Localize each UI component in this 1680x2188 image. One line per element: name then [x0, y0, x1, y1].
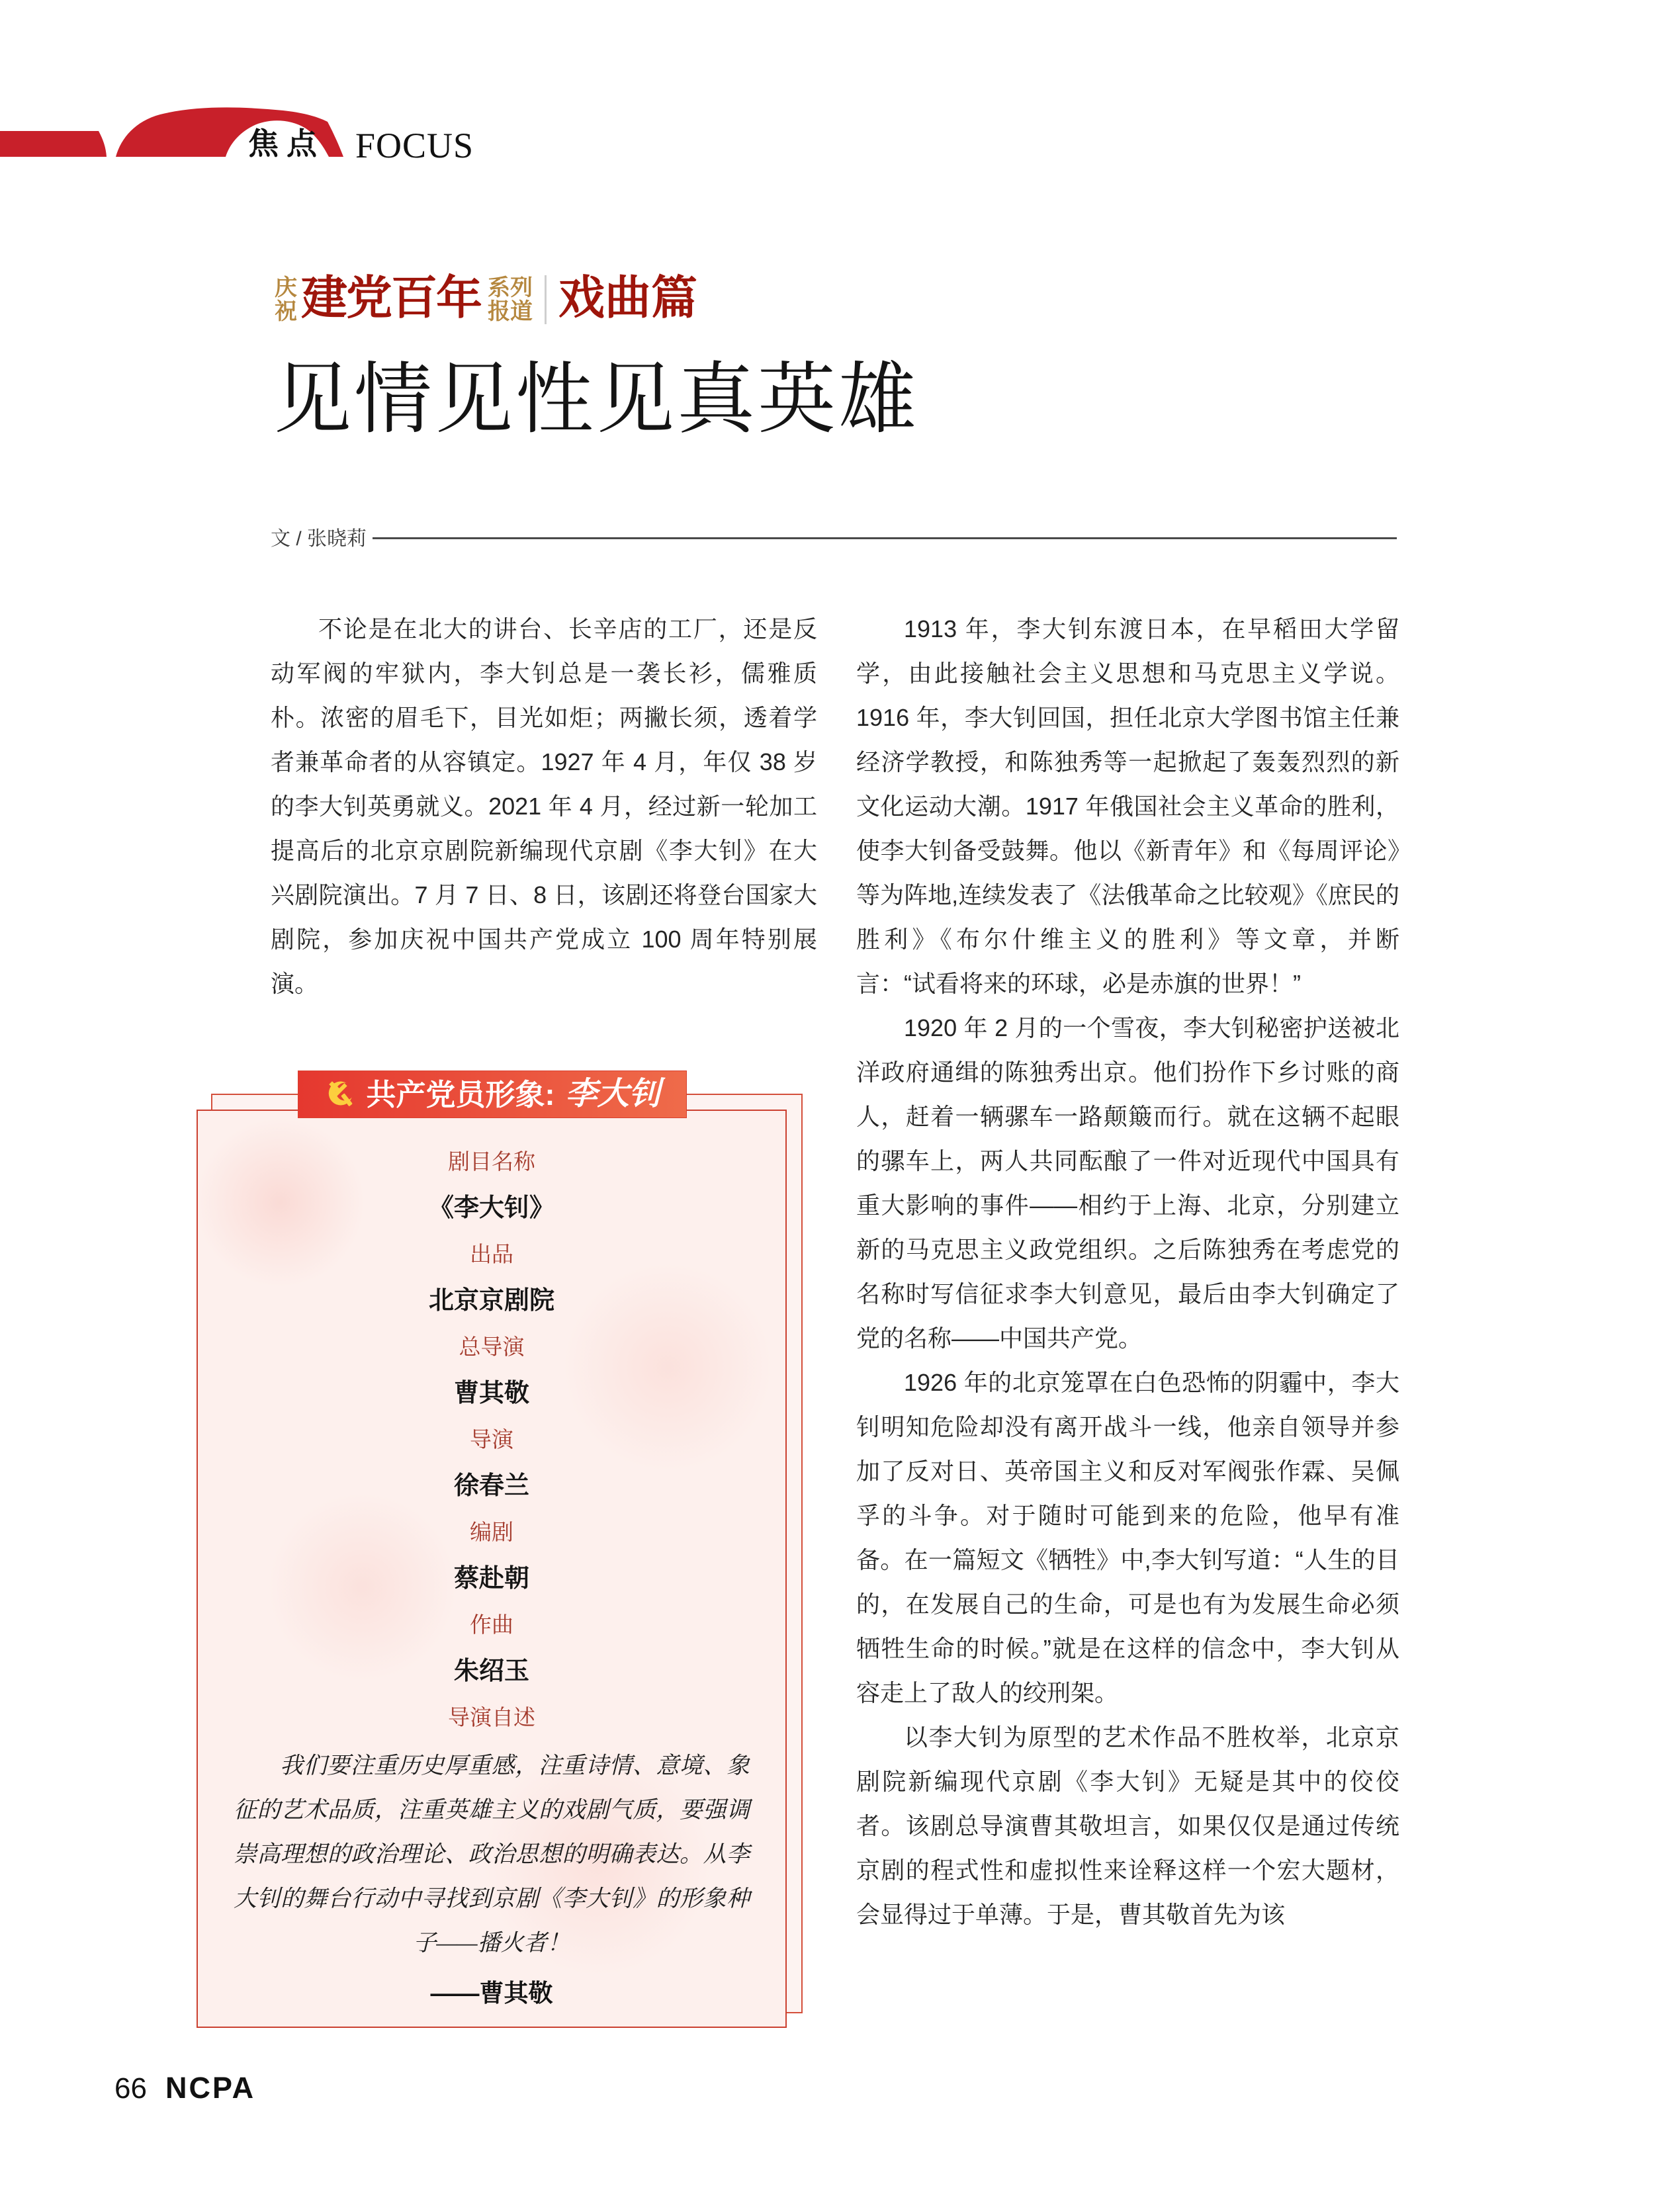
page-number: 66	[114, 2072, 147, 2105]
byline-rule	[373, 537, 1397, 539]
right-column	[856, 607, 1399, 1937]
byline: 文 / 张晓莉	[271, 528, 367, 550]
magazine-brand: NCPA	[165, 2071, 256, 2105]
credit-field	[198, 1324, 785, 1417]
credit-value: 蔡赴朝	[453, 1565, 529, 1593]
credit-field	[198, 1417, 785, 1509]
kicker	[275, 275, 697, 324]
body-paragraph: 不论是在北大的讲台、长辛店的工厂，还是反动军阀的牢狱内，李大钊总是一袭长衫，儒雅质朴。浓密的眉毛下，目光如炬；两撇长须，透着学者兼革命者的从容镇定。1927 年 4 月，年仅 38 岁的李大钊英勇就义。2021 年 4 月，经过新一轮加工提高后的北京京剧院新编现代京剧《李大钊》在大兴剧院演出。7 月 7 日、8 日，该剧还将登台国家大剧院，参加庆祝中国共产党成立 100 周年特别展演。	[271, 615, 817, 997]
infobox-fields	[198, 1139, 785, 1694]
credit-value: 北京京剧院	[428, 1287, 554, 1315]
credit-field	[198, 1602, 785, 1694]
infobox-banner-title: 共产党员形象:	[366, 1077, 555, 1112]
credit-value: 朱绍玉	[453, 1657, 529, 1685]
left-column	[271, 607, 817, 1006]
credit-value: 徐春兰	[453, 1472, 529, 1500]
kicker-suffix-line1: 系列	[488, 276, 533, 300]
infobox-banner-name: 李大钊	[565, 1076, 661, 1112]
body-paragraph: 1926 年的北京笼罩在白色恐怖的阴霾中，李大钊明知危险却没有离开战斗一线，他亲自领导并参加了反对日、英帝国主义和反对军阀张作霖、吴佩孚的斗争。对于随时可能到来的危险，他早有准备。在一篇短文《牺牲》中,李大钊写道：“人生的目的，在发展自己的生命，可是也有为发展生命必须牺牲生命的时候。”就是在这样的信念中，李大钊从容走上了敌人的绞刑架。	[856, 1369, 1399, 1706]
director-statement: 我们要注重历史厚重感，注重诗情、意境、象征的艺术品质，注重英雄主义的戏剧气质，要强调崇高理想的政治理论、政治思想的明确表达。从李大钊的舞台行动中寻找到京剧《李大钊》的形象种子——播火者！	[234, 1753, 750, 1956]
body-paragraph: 1920 年 2 月的一个雪夜，李大钊秘密护送被北洋政府通缉的陈独秀出京。他们扮作下乡讨账的商人，赶着一辆骡车一路颠簸而行。就在这辆不起眼的骡车上，两人共同酝酿了一件对近现代中国具有重大影响的事件——相约于上海、北京，分别建立新的马克思主义政党组织。之后陈独秀在考虑党的名称时写信征求李大钊意见，最后由李大钊确定了党的名称——中国共产党。	[856, 1014, 1399, 1352]
credit-value: 曹其敬	[453, 1379, 529, 1407]
kicker-tag: 戏曲篇	[558, 273, 697, 324]
credit-label: 作曲	[470, 1612, 513, 1637]
credit-label: 编剧	[470, 1520, 513, 1544]
credit-field	[198, 1509, 785, 1602]
page-title: 见情见性见真英雄	[273, 357, 920, 443]
masthead-red-bar	[0, 131, 107, 157]
credit-label: 剧目名称	[448, 1149, 535, 1174]
infobox-banner	[298, 1071, 687, 1118]
body-paragraph: 以李大钊为原型的艺术作品不胜枚举，北京京剧院新编现代京剧《李大钊》无疑是其中的佼佼者。该剧总导演曹其敬坦言，如果仅仅是通过传统京剧的程式性和虚拟性来诠释这样一个宏大题材，会显得过于单薄。于是，曹其敬首先为该	[856, 1724, 1399, 1928]
kicker-divider	[545, 275, 547, 324]
credit-field	[198, 1231, 785, 1324]
statement-attribution: ——曹其敬	[430, 1980, 553, 2007]
credit-field	[198, 1139, 785, 1231]
credit-value: 《李大钊》	[428, 1194, 554, 1222]
statement-label: 导演自述	[448, 1705, 535, 1729]
section-title-en: FOCUS	[355, 126, 474, 165]
credit-label: 出品	[470, 1242, 513, 1266]
kicker-main: 建党百年	[301, 273, 481, 324]
kicker-suffix	[488, 277, 533, 324]
body-paragraph: 1913 年，李大钊东渡日本，在早稻田大学留学，由此接触社会主义思想和马克思主义学说。1916 年，李大钊回国，担任北京大学图书馆主任兼经济学教授，和陈独秀等一起掀起了轰轰烈烈的新文化运动大潮。1917 年俄国社会主义革命的胜利，使李大钊备受鼓舞。他以《新青年》和《每周评论》等为阵地,连续发表了《法俄革命之比较观》《庶民的胜利》《布尔什维主义的胜利》等文章，并断言：“试看将来的环球，必是赤旗的世界！”	[856, 615, 1399, 997]
party-emblem-icon	[324, 1078, 355, 1110]
page-footer	[114, 2071, 255, 2105]
kicker-prefix	[275, 277, 297, 324]
kicker-prefix-char2: 祝	[275, 300, 297, 324]
kicker-prefix-char1: 庆	[275, 276, 297, 300]
kicker-suffix-line2: 报道	[488, 300, 533, 324]
section-title-cn: 焦点	[248, 126, 325, 161]
credit-label: 导演	[470, 1427, 513, 1452]
infobox-card	[197, 1110, 787, 2028]
credit-label: 总导演	[459, 1335, 525, 1359]
